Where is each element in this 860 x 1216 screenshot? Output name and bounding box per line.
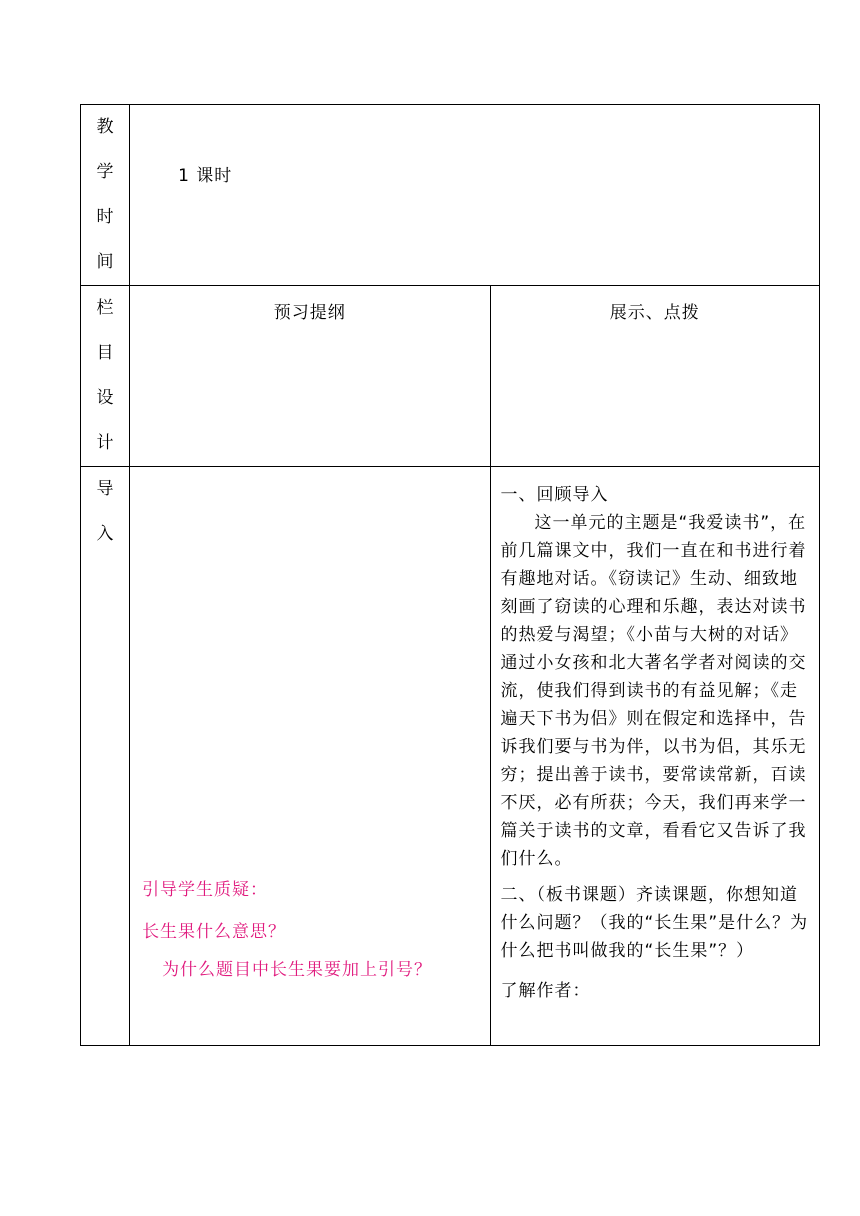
section-1-title: 一、回顾导入 xyxy=(500,485,609,505)
column-design-label xyxy=(81,286,130,467)
guide-question-1: 长生果什么意思？ xyxy=(142,922,287,942)
author-label: 了解作者： xyxy=(500,981,591,1001)
teaching-time-label xyxy=(81,105,130,286)
guide-question-2: 为什么题目中长生果要加上引号？ xyxy=(162,960,433,980)
label-char: 教 xyxy=(96,117,114,137)
label-char: 学 xyxy=(96,162,114,182)
introduction-row xyxy=(81,467,820,1046)
label-char: 导 xyxy=(96,479,114,499)
label-char: 间 xyxy=(96,252,114,272)
label-char: 目 xyxy=(96,343,114,363)
teaching-time-row xyxy=(81,105,820,286)
section-1-body: 这一单元的主题是“我爱读书”，在前几篇课文中，我们一直在和书进行着有趣地对话。《窃读记》生动、细致地刻画了窃读的心理和乐趣，表达对读书的热爱与渴望；《小苗与大树的对话》通过小女孩和北大著名学者对阅读的交流，使我们得到读书的有益见解；《走遍天下书为侣》则在假定和选择中，告诉我们要与书为伴，以书为侣，其乐无穷；提出善于读书，要常读常新，百读不厌，必有所获；今天，我们再来学一篇关于读书的文章，看看它又告诉了我们什么。 xyxy=(500,513,807,869)
label-char: 设 xyxy=(96,388,114,408)
preview-outline-header-cell xyxy=(130,286,490,467)
introduction-label xyxy=(81,467,130,1046)
column-design-row xyxy=(81,286,820,467)
label-char: 计 xyxy=(96,433,114,453)
display-guidance-header-cell xyxy=(490,286,819,467)
label-char: 栏 xyxy=(96,298,114,318)
teaching-time-cell xyxy=(130,105,820,286)
section-2-text: 二、（板书课题）齐读课题，你想知道什么问题？（我的“长生果”是什么？为什么把书叫做我的“长生果”？） xyxy=(500,885,809,961)
guide-heading: 引导学生质疑： xyxy=(142,880,269,900)
guide-questions-cell xyxy=(130,467,490,1046)
label-char: 时 xyxy=(96,207,114,227)
display-guidance-header: 展示、点拨 xyxy=(609,303,700,323)
teaching-time-value: 1 课时 xyxy=(178,166,233,186)
intro-content-cell xyxy=(490,467,819,1046)
label-char: 入 xyxy=(96,524,114,544)
lesson-plan-table xyxy=(80,104,820,1046)
preview-outline-header: 预习提纲 xyxy=(273,303,346,323)
